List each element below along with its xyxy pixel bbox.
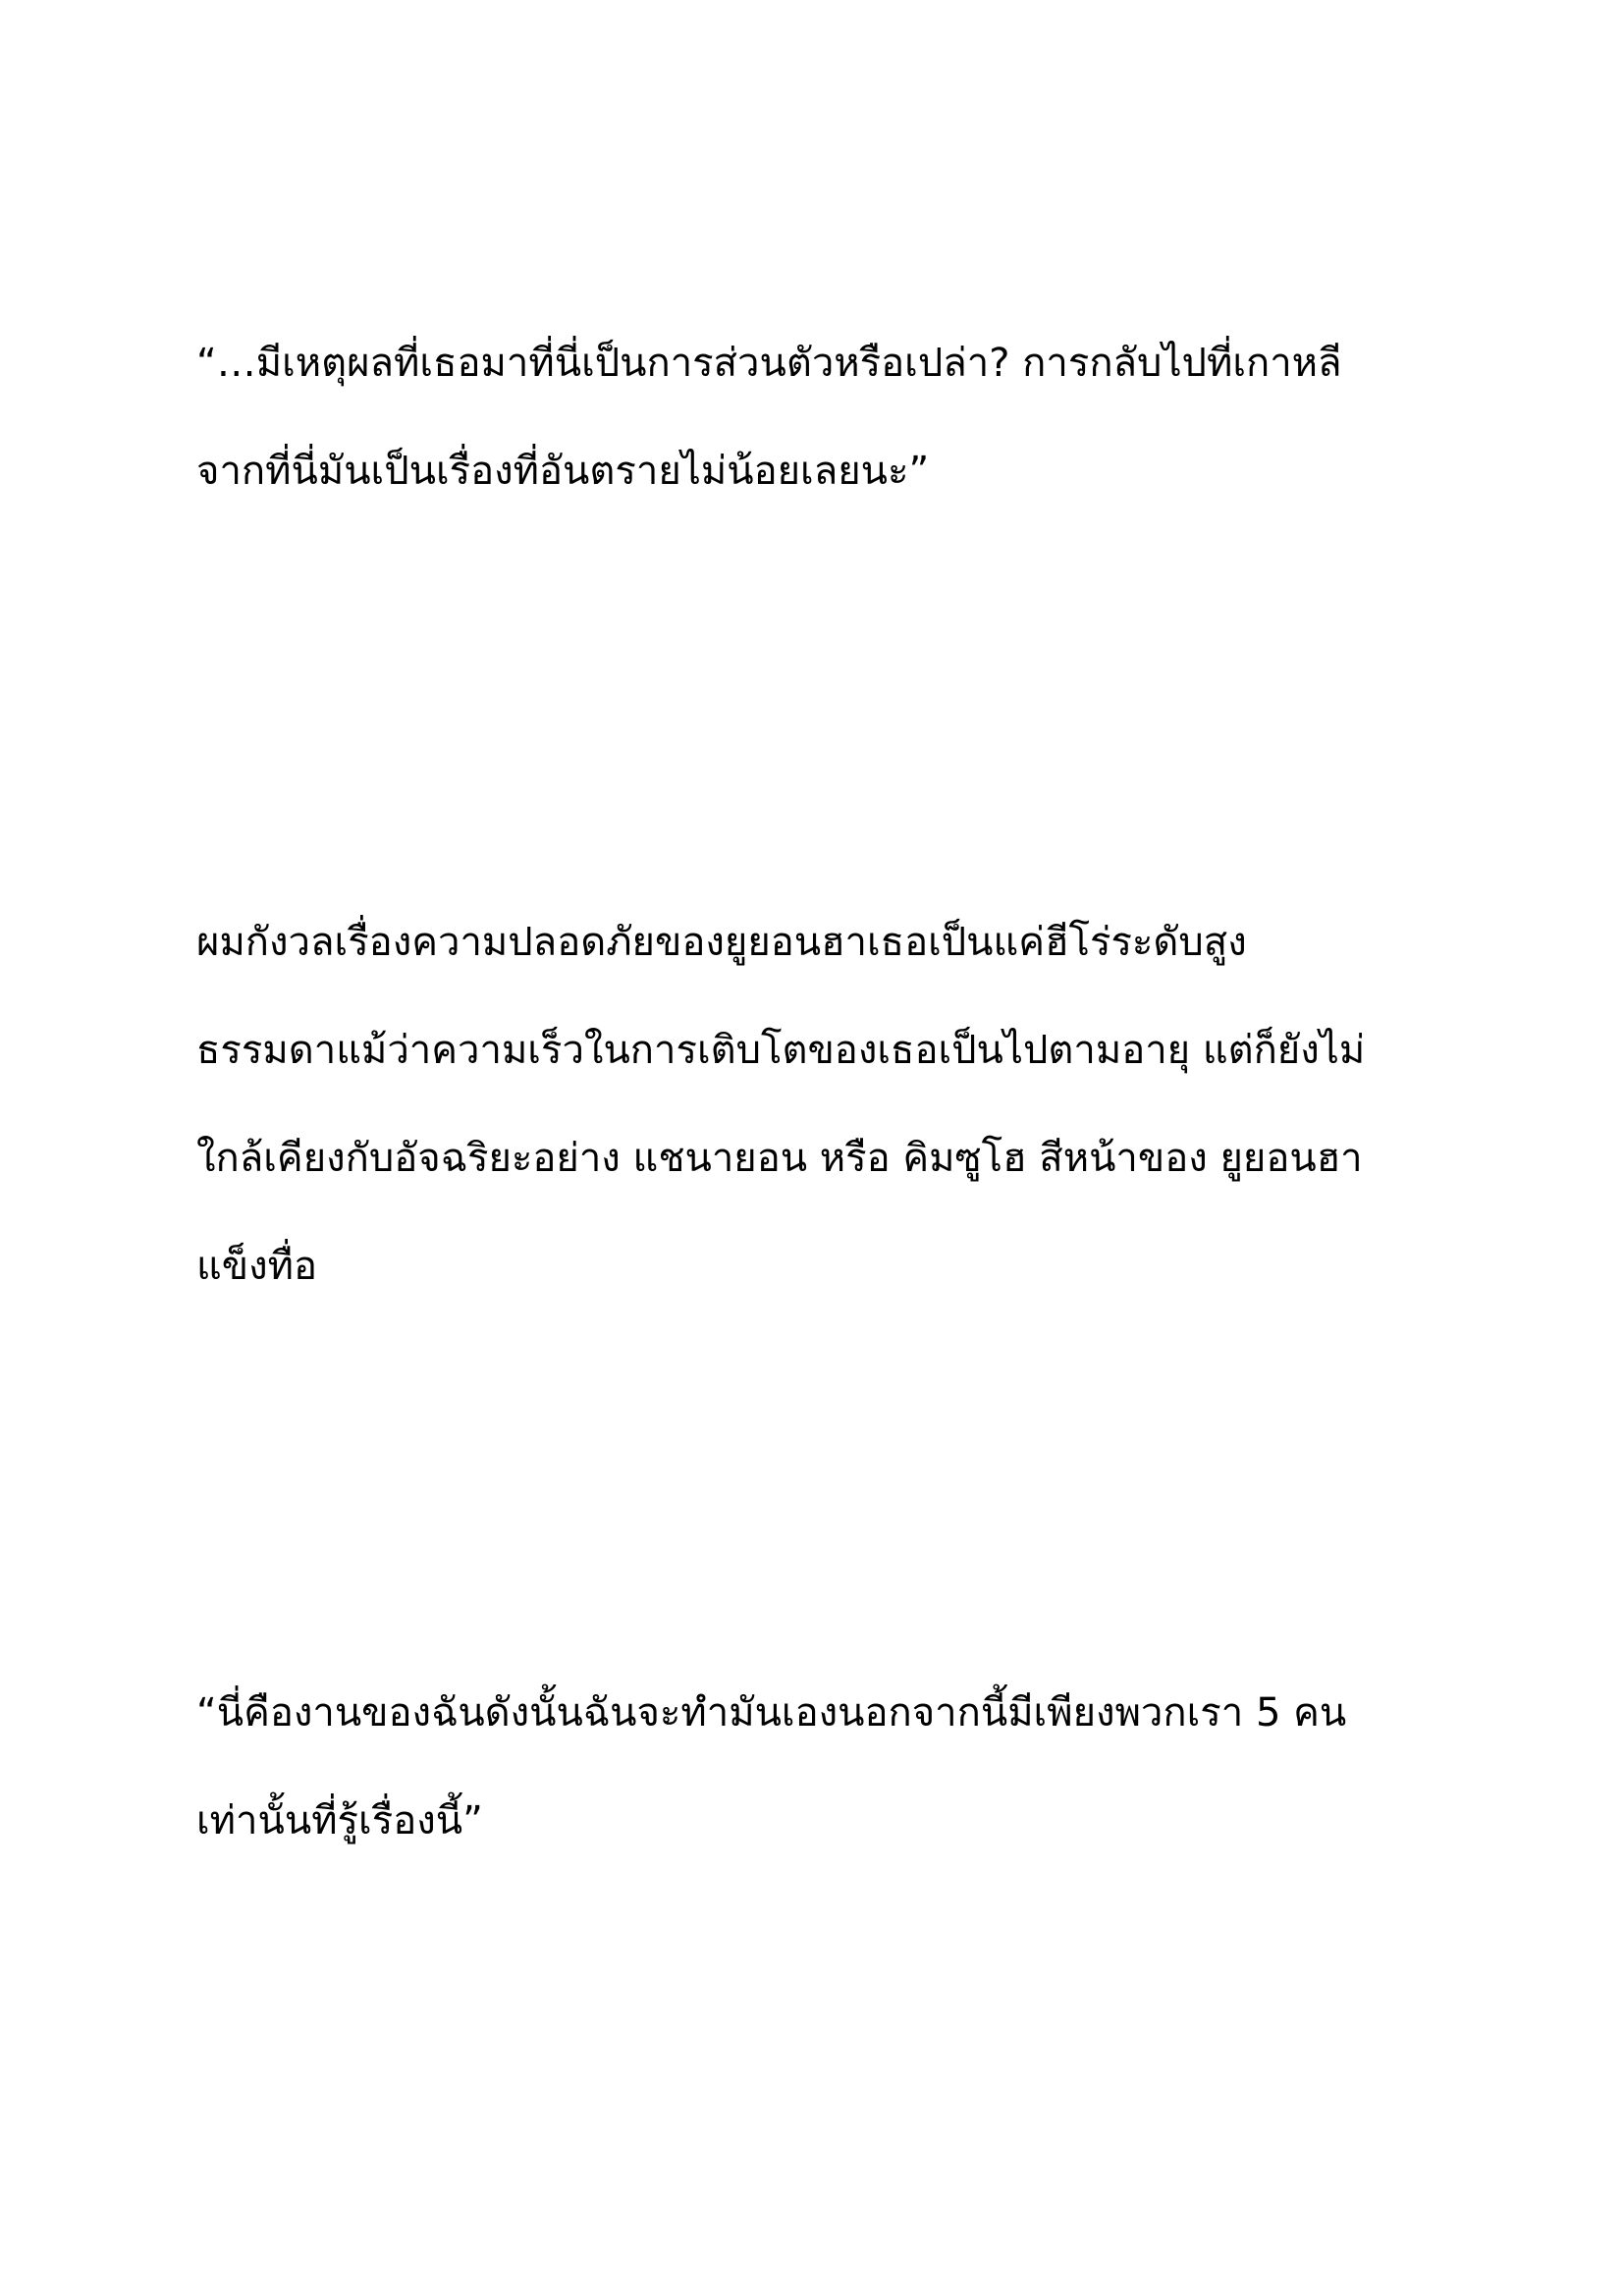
text-line: เท่านั้นที่รู้เรื่องนี้” xyxy=(196,1798,483,1843)
dialogue-paragraph-1 xyxy=(196,309,1434,525)
narration-paragraph xyxy=(196,888,1434,1320)
text-line: “นี่คืองานของฉันดังนั้นฉันจะทำมันเองนอกจากนี้มีเพียงพวกเรา 5 คน xyxy=(196,1690,1347,1735)
text-line: ใกล้เคียงกับอัจฉริยะอย่าง แชนายอน หรือ คิมซูโฮ สีหน้าของ ยูยอนฮา xyxy=(196,1136,1363,1181)
text-line: “…มีเหตุผลที่เธอมาที่นี่เป็นการส่วนตัวหรือเปล่า? การกลับไปที่เกาหลี xyxy=(196,341,1342,386)
text-line: ธรรมดาแม้ว่าความเร็วในการเติบโตของเธอเป็นไปตามอายุ แต่ก็ยังไม่ xyxy=(196,1028,1366,1073)
text-line: ผมกังวลเรื่องความปลอดภัยของยูยอนฮาเธอเป็นแค่ฮีโร่ระดับสูง xyxy=(196,920,1247,965)
text-line: จากที่นี่มันเป็นเรื่องที่อันตรายไม่น้อยเลยนะ” xyxy=(196,449,930,494)
text-line: แข็งทื่อ xyxy=(196,1244,318,1289)
dialogue-paragraph-2 xyxy=(196,1659,1434,1875)
